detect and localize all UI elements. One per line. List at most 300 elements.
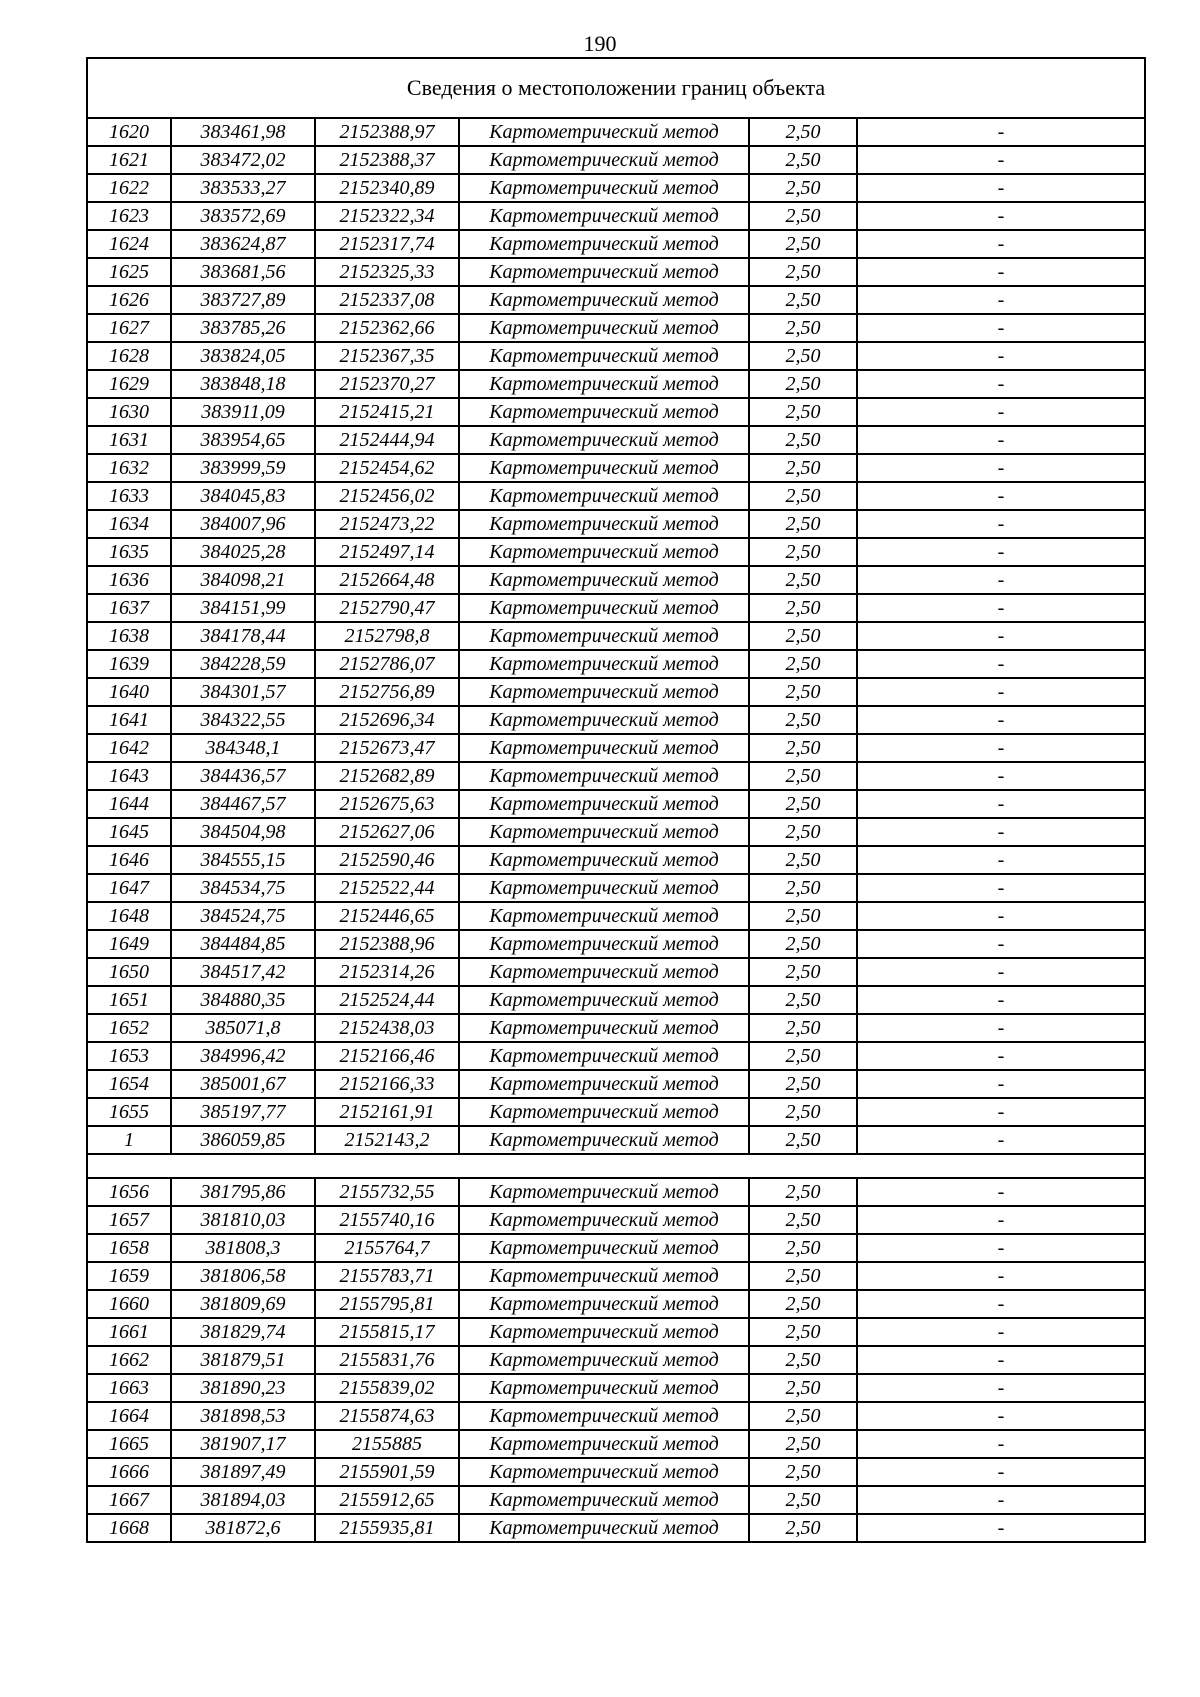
point-number-cell: 1640 <box>87 678 171 706</box>
point-number-cell: 1625 <box>87 258 171 286</box>
description-cell: - <box>857 594 1145 622</box>
description-cell: - <box>857 566 1145 594</box>
table-row <box>87 174 1145 202</box>
method-cell: Картометрический метод <box>459 1514 749 1542</box>
coordinate-x-cell: 384151,99 <box>171 594 315 622</box>
point-number-cell: 1658 <box>87 1234 171 1262</box>
table-row <box>87 566 1145 594</box>
table-row <box>87 846 1145 874</box>
accuracy-cell: 2,50 <box>749 426 857 454</box>
table-row <box>87 594 1145 622</box>
table-title-row <box>87 58 1145 118</box>
coordinate-y-cell: 2152696,34 <box>315 706 459 734</box>
accuracy-cell: 2,50 <box>749 1234 857 1262</box>
description-cell: - <box>857 258 1145 286</box>
table-row <box>87 118 1145 146</box>
description-cell: - <box>857 174 1145 202</box>
method-cell: Картометрический метод <box>459 986 749 1014</box>
method-cell: Картометрический метод <box>459 1262 749 1290</box>
method-cell: Картометрический метод <box>459 1374 749 1402</box>
coordinate-x-cell: 384025,28 <box>171 538 315 566</box>
table-row <box>87 1514 1145 1542</box>
coordinate-y-cell: 2152524,44 <box>315 986 459 1014</box>
accuracy-cell: 2,50 <box>749 594 857 622</box>
table-row <box>87 510 1145 538</box>
description-cell: - <box>857 1318 1145 1346</box>
method-cell: Картометрический метод <box>459 118 749 146</box>
coordinate-y-cell: 2152675,63 <box>315 790 459 818</box>
coordinate-y-cell: 2152340,89 <box>315 174 459 202</box>
coordinate-x-cell: 381879,51 <box>171 1346 315 1374</box>
method-cell: Картометрический метод <box>459 482 749 510</box>
method-cell: Картометрический метод <box>459 874 749 902</box>
accuracy-cell: 2,50 <box>749 118 857 146</box>
point-number-cell: 1621 <box>87 146 171 174</box>
point-number-cell: 1623 <box>87 202 171 230</box>
coordinate-x-cell: 381809,69 <box>171 1290 315 1318</box>
table-row <box>87 1458 1145 1486</box>
accuracy-cell: 2,50 <box>749 902 857 930</box>
table-row <box>87 1014 1145 1042</box>
accuracy-cell: 2,50 <box>749 1178 857 1206</box>
coordinate-y-cell: 2152325,33 <box>315 258 459 286</box>
point-number-cell: 1638 <box>87 622 171 650</box>
table-row <box>87 650 1145 678</box>
table-row <box>87 930 1145 958</box>
coordinate-y-cell: 2152497,14 <box>315 538 459 566</box>
description-cell: - <box>857 986 1145 1014</box>
description-cell: - <box>857 706 1145 734</box>
coordinate-x-cell: 383572,69 <box>171 202 315 230</box>
accuracy-cell: 2,50 <box>749 874 857 902</box>
point-number-cell: 1663 <box>87 1374 171 1402</box>
block-separator-cell <box>87 1154 1145 1178</box>
coordinate-x-cell: 381907,17 <box>171 1430 315 1458</box>
coordinate-x-cell: 384504,98 <box>171 818 315 846</box>
point-number-cell: 1643 <box>87 762 171 790</box>
method-cell: Картометрический метод <box>459 510 749 538</box>
table-row <box>87 1430 1145 1458</box>
accuracy-cell: 2,50 <box>749 762 857 790</box>
table-row <box>87 1042 1145 1070</box>
coordinate-y-cell: 2155935,81 <box>315 1514 459 1542</box>
coordinate-y-cell: 2152798,8 <box>315 622 459 650</box>
table-row <box>87 818 1145 846</box>
coordinate-y-cell: 2152322,34 <box>315 202 459 230</box>
point-number-cell: 1662 <box>87 1346 171 1374</box>
point-number-cell: 1631 <box>87 426 171 454</box>
method-cell: Картометрический метод <box>459 650 749 678</box>
accuracy-cell: 2,50 <box>749 1126 857 1154</box>
point-number-cell: 1657 <box>87 1206 171 1234</box>
description-cell: - <box>857 314 1145 342</box>
coordinate-y-cell: 2152786,07 <box>315 650 459 678</box>
point-number-cell: 1629 <box>87 370 171 398</box>
point-number-cell: 1650 <box>87 958 171 986</box>
coordinate-y-cell: 2152388,96 <box>315 930 459 958</box>
method-cell: Картометрический метод <box>459 398 749 426</box>
coordinate-y-cell: 2152415,21 <box>315 398 459 426</box>
accuracy-cell: 2,50 <box>749 1290 857 1318</box>
method-cell: Картометрический метод <box>459 1126 749 1154</box>
accuracy-cell: 2,50 <box>749 230 857 258</box>
coordinate-x-cell: 384322,55 <box>171 706 315 734</box>
description-cell: - <box>857 1402 1145 1430</box>
point-number-cell: 1622 <box>87 174 171 202</box>
method-cell: Картометрический метод <box>459 1318 749 1346</box>
method-cell: Картометрический метод <box>459 1206 749 1234</box>
coordinate-x-cell: 384348,1 <box>171 734 315 762</box>
description-cell: - <box>857 1014 1145 1042</box>
coordinate-x-cell: 384045,83 <box>171 482 315 510</box>
description-cell: - <box>857 762 1145 790</box>
method-cell: Картометрический метод <box>459 734 749 762</box>
method-cell: Картометрический метод <box>459 1070 749 1098</box>
method-cell: Картометрический метод <box>459 314 749 342</box>
coordinate-x-cell: 383848,18 <box>171 370 315 398</box>
method-cell: Картометрический метод <box>459 818 749 846</box>
coordinate-x-cell: 381898,53 <box>171 1402 315 1430</box>
table-row <box>87 314 1145 342</box>
coordinate-y-cell: 2155815,17 <box>315 1318 459 1346</box>
point-number-cell: 1626 <box>87 286 171 314</box>
point-number-cell: 1653 <box>87 1042 171 1070</box>
description-cell: - <box>857 1514 1145 1542</box>
coordinate-x-cell: 384467,57 <box>171 790 315 818</box>
accuracy-cell: 2,50 <box>749 1458 857 1486</box>
table-row <box>87 1374 1145 1402</box>
description-cell: - <box>857 1374 1145 1402</box>
point-number-cell: 1645 <box>87 818 171 846</box>
accuracy-cell: 2,50 <box>749 1098 857 1126</box>
coordinate-y-cell: 2152682,89 <box>315 762 459 790</box>
method-cell: Картометрический метод <box>459 930 749 958</box>
accuracy-cell: 2,50 <box>749 1374 857 1402</box>
coordinate-x-cell: 381806,58 <box>171 1262 315 1290</box>
method-cell: Картометрический метод <box>459 370 749 398</box>
coordinate-x-cell: 383624,87 <box>171 230 315 258</box>
point-number-cell: 1666 <box>87 1458 171 1486</box>
coordinate-x-cell: 384178,44 <box>171 622 315 650</box>
coordinate-x-cell: 381808,3 <box>171 1234 315 1262</box>
coordinate-x-cell: 381810,03 <box>171 1206 315 1234</box>
accuracy-cell: 2,50 <box>749 958 857 986</box>
method-cell: Картометрический метод <box>459 230 749 258</box>
description-cell: - <box>857 454 1145 482</box>
description-cell: - <box>857 538 1145 566</box>
accuracy-cell: 2,50 <box>749 622 857 650</box>
description-cell: - <box>857 1126 1145 1154</box>
accuracy-cell: 2,50 <box>749 510 857 538</box>
coordinate-y-cell: 2152454,62 <box>315 454 459 482</box>
coordinate-x-cell: 384228,59 <box>171 650 315 678</box>
table-row <box>87 482 1145 510</box>
point-number-cell: 1652 <box>87 1014 171 1042</box>
table-row <box>87 342 1145 370</box>
coordinate-x-cell: 383461,98 <box>171 118 315 146</box>
method-cell: Картометрический метод <box>459 678 749 706</box>
table-row <box>87 286 1145 314</box>
coordinate-y-cell: 2152337,08 <box>315 286 459 314</box>
description-cell: - <box>857 426 1145 454</box>
coordinate-x-cell: 384524,75 <box>171 902 315 930</box>
accuracy-cell: 2,50 <box>749 1042 857 1070</box>
method-cell: Картометрический метод <box>459 202 749 230</box>
coordinate-y-cell: 2155783,71 <box>315 1262 459 1290</box>
point-number-cell: 1656 <box>87 1178 171 1206</box>
description-cell: - <box>857 146 1145 174</box>
coordinate-x-cell: 381894,03 <box>171 1486 315 1514</box>
accuracy-cell: 2,50 <box>749 1430 857 1458</box>
coordinate-x-cell: 384996,42 <box>171 1042 315 1070</box>
point-number-cell: 1660 <box>87 1290 171 1318</box>
accuracy-cell: 2,50 <box>749 538 857 566</box>
point-number-cell: 1624 <box>87 230 171 258</box>
table-row <box>87 146 1145 174</box>
table-body <box>87 118 1145 1542</box>
method-cell: Картометрический метод <box>459 762 749 790</box>
method-cell: Картометрический метод <box>459 622 749 650</box>
accuracy-cell: 2,50 <box>749 454 857 482</box>
method-cell: Картометрический метод <box>459 426 749 454</box>
description-cell: - <box>857 846 1145 874</box>
accuracy-cell: 2,50 <box>749 342 857 370</box>
point-number-cell: 1647 <box>87 874 171 902</box>
description-cell: - <box>857 650 1145 678</box>
coordinate-x-cell: 384880,35 <box>171 986 315 1014</box>
accuracy-cell: 2,50 <box>749 790 857 818</box>
coordinate-y-cell: 2155740,16 <box>315 1206 459 1234</box>
coordinate-x-cell: 381890,23 <box>171 1374 315 1402</box>
description-cell: - <box>857 1290 1145 1318</box>
description-cell: - <box>857 510 1145 538</box>
accuracy-cell: 2,50 <box>749 314 857 342</box>
description-cell: - <box>857 398 1145 426</box>
method-cell: Картометрический метод <box>459 594 749 622</box>
accuracy-cell: 2,50 <box>749 846 857 874</box>
method-cell: Картометрический метод <box>459 538 749 566</box>
point-number-cell: 1632 <box>87 454 171 482</box>
coordinate-x-cell: 383472,02 <box>171 146 315 174</box>
description-cell: - <box>857 678 1145 706</box>
method-cell: Картометрический метод <box>459 1014 749 1042</box>
accuracy-cell: 2,50 <box>749 1346 857 1374</box>
table-row <box>87 1262 1145 1290</box>
table-row <box>87 454 1145 482</box>
accuracy-cell: 2,50 <box>749 1402 857 1430</box>
description-cell: - <box>857 958 1145 986</box>
page-number: 190 <box>583 31 617 56</box>
coordinate-y-cell: 2152664,48 <box>315 566 459 594</box>
method-cell: Картометрический метод <box>459 706 749 734</box>
method-cell: Картометрический метод <box>459 174 749 202</box>
coordinate-y-cell: 2152166,46 <box>315 1042 459 1070</box>
accuracy-cell: 2,50 <box>749 1206 857 1234</box>
coordinate-y-cell: 2152362,66 <box>315 314 459 342</box>
method-cell: Картометрический метод <box>459 1458 749 1486</box>
description-cell: - <box>857 818 1145 846</box>
method-cell: Картометрический метод <box>459 790 749 818</box>
method-cell: Картометрический метод <box>459 566 749 594</box>
table-row <box>87 230 1145 258</box>
table-row <box>87 622 1145 650</box>
table-row <box>87 1318 1145 1346</box>
coordinate-y-cell: 2155912,65 <box>315 1486 459 1514</box>
table-row <box>87 1178 1145 1206</box>
table-row <box>87 258 1145 286</box>
point-number-cell: 1636 <box>87 566 171 594</box>
coordinate-x-cell: 381829,74 <box>171 1318 315 1346</box>
accuracy-cell: 2,50 <box>749 986 857 1014</box>
method-cell: Картометрический метод <box>459 146 749 174</box>
accuracy-cell: 2,50 <box>749 734 857 762</box>
point-number-cell: 1655 <box>87 1098 171 1126</box>
point-number-cell: 1667 <box>87 1486 171 1514</box>
coordinate-x-cell: 383911,09 <box>171 398 315 426</box>
coordinate-y-cell: 2152446,65 <box>315 902 459 930</box>
coordinate-y-cell: 2155885 <box>315 1430 459 1458</box>
point-number-cell: 1646 <box>87 846 171 874</box>
coordinate-y-cell: 2152790,47 <box>315 594 459 622</box>
description-cell: - <box>857 930 1145 958</box>
coordinate-y-cell: 2152388,97 <box>315 118 459 146</box>
coordinate-y-cell: 2152314,26 <box>315 958 459 986</box>
coordinate-x-cell: 384007,96 <box>171 510 315 538</box>
coordinate-x-cell: 383681,56 <box>171 258 315 286</box>
description-cell: - <box>857 874 1145 902</box>
table-row <box>87 1126 1145 1154</box>
description-cell: - <box>857 118 1145 146</box>
accuracy-cell: 2,50 <box>749 1070 857 1098</box>
table-row <box>87 398 1145 426</box>
method-cell: Картометрический метод <box>459 1486 749 1514</box>
accuracy-cell: 2,50 <box>749 1486 857 1514</box>
method-cell: Картометрический метод <box>459 958 749 986</box>
coordinate-x-cell: 385071,8 <box>171 1014 315 1042</box>
description-cell: - <box>857 1178 1145 1206</box>
point-number-cell: 1664 <box>87 1402 171 1430</box>
table-row <box>87 538 1145 566</box>
description-cell: - <box>857 790 1145 818</box>
table-row <box>87 874 1145 902</box>
coordinate-x-cell: 384301,57 <box>171 678 315 706</box>
point-number-cell: 1644 <box>87 790 171 818</box>
coordinate-x-cell: 383999,59 <box>171 454 315 482</box>
table-row <box>87 370 1145 398</box>
coordinate-y-cell: 2155795,81 <box>315 1290 459 1318</box>
table-row <box>87 902 1145 930</box>
table-row <box>87 426 1145 454</box>
coordinate-y-cell: 2155831,76 <box>315 1346 459 1374</box>
description-cell: - <box>857 1070 1145 1098</box>
accuracy-cell: 2,50 <box>749 482 857 510</box>
table-row <box>87 790 1145 818</box>
method-cell: Картометрический метод <box>459 1402 749 1430</box>
accuracy-cell: 2,50 <box>749 202 857 230</box>
coordinate-x-cell: 384484,85 <box>171 930 315 958</box>
coordinate-x-cell: 386059,85 <box>171 1126 315 1154</box>
table-row <box>87 1206 1145 1234</box>
description-cell: - <box>857 734 1145 762</box>
description-cell: - <box>857 1430 1145 1458</box>
accuracy-cell: 2,50 <box>749 1318 857 1346</box>
method-cell: Картометрический метод <box>459 1178 749 1206</box>
coordinate-y-cell: 2155901,59 <box>315 1458 459 1486</box>
accuracy-cell: 2,50 <box>749 258 857 286</box>
accuracy-cell: 2,50 <box>749 174 857 202</box>
accuracy-cell: 2,50 <box>749 650 857 678</box>
coordinate-x-cell: 384555,15 <box>171 846 315 874</box>
coordinate-y-cell: 2152473,22 <box>315 510 459 538</box>
accuracy-cell: 2,50 <box>749 1262 857 1290</box>
method-cell: Картометрический метод <box>459 1290 749 1318</box>
point-number-cell: 1639 <box>87 650 171 678</box>
table-row <box>87 762 1145 790</box>
table-row <box>87 1098 1145 1126</box>
coordinate-x-cell: 383824,05 <box>171 342 315 370</box>
point-number-cell: 1648 <box>87 902 171 930</box>
table-row <box>87 1346 1145 1374</box>
coordinate-y-cell: 2152161,91 <box>315 1098 459 1126</box>
table-title: Сведения о местоположении границ объекта <box>87 58 1145 118</box>
coordinate-y-cell: 2152673,47 <box>315 734 459 762</box>
accuracy-cell: 2,50 <box>749 818 857 846</box>
method-cell: Картометрический метод <box>459 1098 749 1126</box>
point-number-cell: 1641 <box>87 706 171 734</box>
accuracy-cell: 2,50 <box>749 146 857 174</box>
point-number-cell: 1628 <box>87 342 171 370</box>
coordinate-y-cell: 2152367,35 <box>315 342 459 370</box>
coordinate-y-cell: 2152590,46 <box>315 846 459 874</box>
method-cell: Картометрический метод <box>459 902 749 930</box>
table-row <box>87 958 1145 986</box>
description-cell: - <box>857 902 1145 930</box>
coordinate-y-cell: 2152317,74 <box>315 230 459 258</box>
method-cell: Картометрический метод <box>459 1234 749 1262</box>
table-row <box>87 1290 1145 1318</box>
description-cell: - <box>857 202 1145 230</box>
description-cell: - <box>857 1458 1145 1486</box>
table-row <box>87 1486 1145 1514</box>
coordinate-y-cell: 2152388,37 <box>315 146 459 174</box>
coordinate-x-cell: 383727,89 <box>171 286 315 314</box>
method-cell: Картометрический метод <box>459 846 749 874</box>
coordinate-x-cell: 381897,49 <box>171 1458 315 1486</box>
coordinate-x-cell: 384517,42 <box>171 958 315 986</box>
point-number-cell: 1659 <box>87 1262 171 1290</box>
table-row <box>87 1070 1145 1098</box>
accuracy-cell: 2,50 <box>749 706 857 734</box>
coordinate-y-cell: 2152456,02 <box>315 482 459 510</box>
boundary-coordinates-table <box>86 57 1146 1543</box>
table-row <box>87 678 1145 706</box>
description-cell: - <box>857 1234 1145 1262</box>
accuracy-cell: 2,50 <box>749 398 857 426</box>
coordinate-y-cell: 2155764,7 <box>315 1234 459 1262</box>
table-row <box>87 706 1145 734</box>
method-cell: Картометрический метод <box>459 1346 749 1374</box>
method-cell: Картометрический метод <box>459 286 749 314</box>
point-number-cell: 1634 <box>87 510 171 538</box>
table-row <box>87 734 1145 762</box>
method-cell: Картометрический метод <box>459 454 749 482</box>
point-number-cell: 1668 <box>87 1514 171 1542</box>
coordinate-y-cell: 2152627,06 <box>315 818 459 846</box>
description-cell: - <box>857 1262 1145 1290</box>
method-cell: Картометрический метод <box>459 1042 749 1070</box>
coordinate-y-cell: 2155839,02 <box>315 1374 459 1402</box>
method-cell: Картометрический метод <box>459 258 749 286</box>
